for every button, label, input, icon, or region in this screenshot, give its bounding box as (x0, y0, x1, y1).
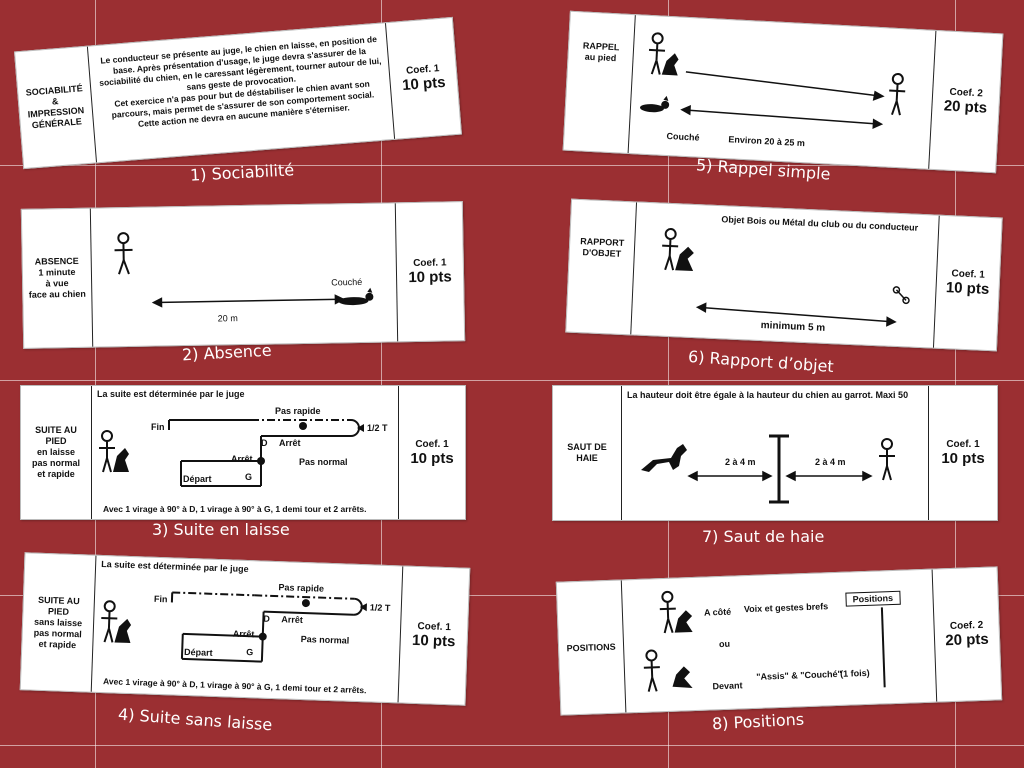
distance-label: Environ 20 à 25 m (728, 134, 806, 149)
demi-tour-label: 1/2 T (369, 602, 391, 614)
demi-tour-label: 1/2 T (367, 423, 388, 433)
bottom-note: Avec 1 virage à 90° à D, 1 virage à 90° à G, 1 demi tour et 2 arrêts. (102, 676, 367, 696)
exercise-description: Le conducteur se présente au juge, le chien en laisse, en position de base. Après présentation d'usage, le juge devra s'assurer de la sociabilité du chien, en le caressant légèrement, tourner autour de lui, sans geste de provocation. Cet exercice n'a pas pour but de déstabiliser le chien avant son parcours, mais permet de s'assurer de son comportement social. Cette action ne devra en aucune manière s'éterniser. (98, 33, 382, 129)
coef-box (928, 386, 997, 520)
a-cote-label: A côté (703, 606, 732, 618)
card-rappel (563, 11, 1004, 174)
coef-box (398, 386, 465, 519)
exercise-label: SUITE AU PIED en laisse pas normal et rapide (21, 386, 92, 519)
coef-label: Coef. 2 (949, 86, 984, 100)
stop-point (259, 632, 267, 640)
caption-absence: 2) Absence (181, 340, 273, 365)
card-suite-sans-laisse (20, 552, 471, 705)
fois-label: (1 fois) (840, 667, 870, 679)
caption-positions: 8) Positions (711, 709, 805, 734)
caption-suite-sans-laisse: 4) Suite sans laisse (117, 704, 273, 735)
grid-line (0, 745, 1024, 746)
handler-with-dog (661, 229, 679, 271)
object-icon (893, 287, 910, 304)
fin-label: Fin (151, 422, 165, 432)
handler-figure (114, 233, 133, 274)
caption-rappel: 5) Rappel simple (695, 155, 832, 184)
caption-rapport: 6) Rapport d’objet (687, 346, 835, 377)
card-rapport-objet (565, 199, 1002, 352)
coef-box (398, 566, 470, 704)
distance-label: 2 à 4 m (815, 457, 846, 467)
d-label: D (263, 613, 271, 624)
top-note: La suite est déterminée par le juge (101, 558, 249, 575)
d-label: D (261, 438, 268, 448)
card-sociabilite (14, 17, 462, 169)
coef-box (395, 202, 464, 341)
sitting-dog-front (672, 666, 693, 689)
top-note: La hauteur doit être égale à la hauteur du chien au garrot. Maxi 50 (627, 390, 909, 400)
distance-label: 2 à 4 m (725, 457, 756, 467)
coef-box (385, 18, 461, 139)
handler-with-dog (648, 33, 666, 75)
arret-label: Arrêt (281, 614, 304, 626)
stop-point (299, 422, 307, 430)
fin-label: Fin (153, 593, 168, 605)
handler-figure (879, 439, 895, 480)
exercise-label: SAUT DE HAIE (553, 386, 622, 520)
exercise-label: ABSENCE 1 minute à vue face au chien (22, 209, 93, 348)
distance-arrow (153, 295, 343, 306)
points-label: 10 pts (411, 631, 456, 651)
arret-label: Arrêt (232, 628, 255, 640)
lying-dog (338, 288, 373, 306)
exercise-label: POSITIONS (557, 580, 627, 714)
coef-label: Coef. 1 (405, 63, 440, 77)
points-label: 10 pts (945, 279, 990, 298)
stop-point (302, 599, 310, 607)
pas-normal-label: Pas normal (300, 633, 350, 646)
card-suite-en-laisse (20, 385, 466, 520)
commands-label: "Assis" & "Couché" (756, 668, 842, 682)
depart-label: Départ (183, 474, 212, 484)
hurdle (769, 436, 789, 502)
caption-saut: 7) Saut de haie (702, 527, 825, 546)
standing-dog (641, 444, 687, 472)
coef-label: Coef. 1 (415, 438, 449, 450)
recall-arrows (682, 72, 884, 128)
card-absence (21, 201, 465, 349)
sitting-dog (662, 53, 679, 76)
coef-box (928, 31, 1002, 172)
lying-dog (640, 95, 670, 113)
couche-label: Couché (331, 276, 363, 288)
ou-label: ou (718, 638, 731, 650)
card-positions (556, 566, 1002, 715)
sitting-dog (674, 610, 693, 633)
coef-label: Coef. 1 (417, 621, 452, 634)
coef-label: Coef. 1 (951, 268, 986, 281)
pas-normal-label: Pas normal (299, 457, 348, 467)
distance-label: 20 m (217, 313, 238, 324)
exercise-label: RAPPEL au pied (564, 12, 636, 153)
points-label: 10 pts (408, 268, 452, 287)
exercise-label: SUITE AU PIED sans laisse pas normal et rapide (21, 553, 97, 691)
devant-label: Devant (712, 680, 743, 692)
g-label: G (245, 472, 253, 482)
judge-figure (888, 74, 906, 116)
handler-figure (643, 650, 660, 692)
card-saut-de-haie (552, 385, 998, 521)
pas-rapide-label: Pas rapide (278, 582, 325, 594)
sign-post (882, 607, 885, 687)
g-label: G (246, 647, 254, 658)
exercise-label: SOCIABILITÉ & IMPRESSION GÉNÉRALE (15, 47, 97, 168)
pas-rapide-label: Pas rapide (275, 406, 321, 416)
couche-label: Couché (666, 130, 700, 143)
points-label: 10 pts (401, 73, 447, 95)
coef-box (932, 567, 1002, 701)
arret-label: Arrêt (279, 438, 301, 448)
points-label: 10 pts (410, 449, 454, 467)
depart-label: Départ (183, 646, 213, 658)
coef-label: Coef. 1 (413, 257, 447, 270)
handler-with-dog (659, 592, 676, 634)
points-label: 20 pts (943, 97, 988, 117)
caption-sociabilite: 1) Sociabilité (189, 160, 295, 185)
distance-label: minimum 5 m (760, 320, 826, 334)
coef-label: Coef. 1 (946, 439, 980, 450)
handler-with-dog (100, 601, 117, 643)
bottom-note: Avec 1 virage à 90° à D, 1 virage à 90° à G, 1 demi tour et 2 arrêts. (103, 504, 367, 514)
caption-suite-en-laisse: 3) Suite en laisse (152, 520, 290, 539)
coef-box (933, 216, 1002, 351)
points-label: 20 pts (945, 630, 990, 650)
voix-label: Voix et gestes brefs (743, 601, 829, 615)
sitting-dog (675, 246, 694, 271)
sitting-dog (114, 618, 131, 643)
exercise-label: RAPPORT D'OBJET (566, 200, 637, 335)
coef-label: Coef. 2 (949, 619, 984, 633)
stop-point (257, 457, 265, 465)
handler-with-dog (99, 431, 115, 472)
object-note: Objet Bois ou Métal du club ou du conducteur (721, 214, 919, 233)
top-note: La suite est déterminée par le juge (97, 389, 245, 399)
grid-line (0, 380, 1024, 381)
arret-label: Arrêt (231, 454, 253, 464)
sitting-dog (113, 448, 129, 472)
points-label: 10 pts (941, 450, 985, 467)
positions-panel: Positions (845, 591, 900, 607)
